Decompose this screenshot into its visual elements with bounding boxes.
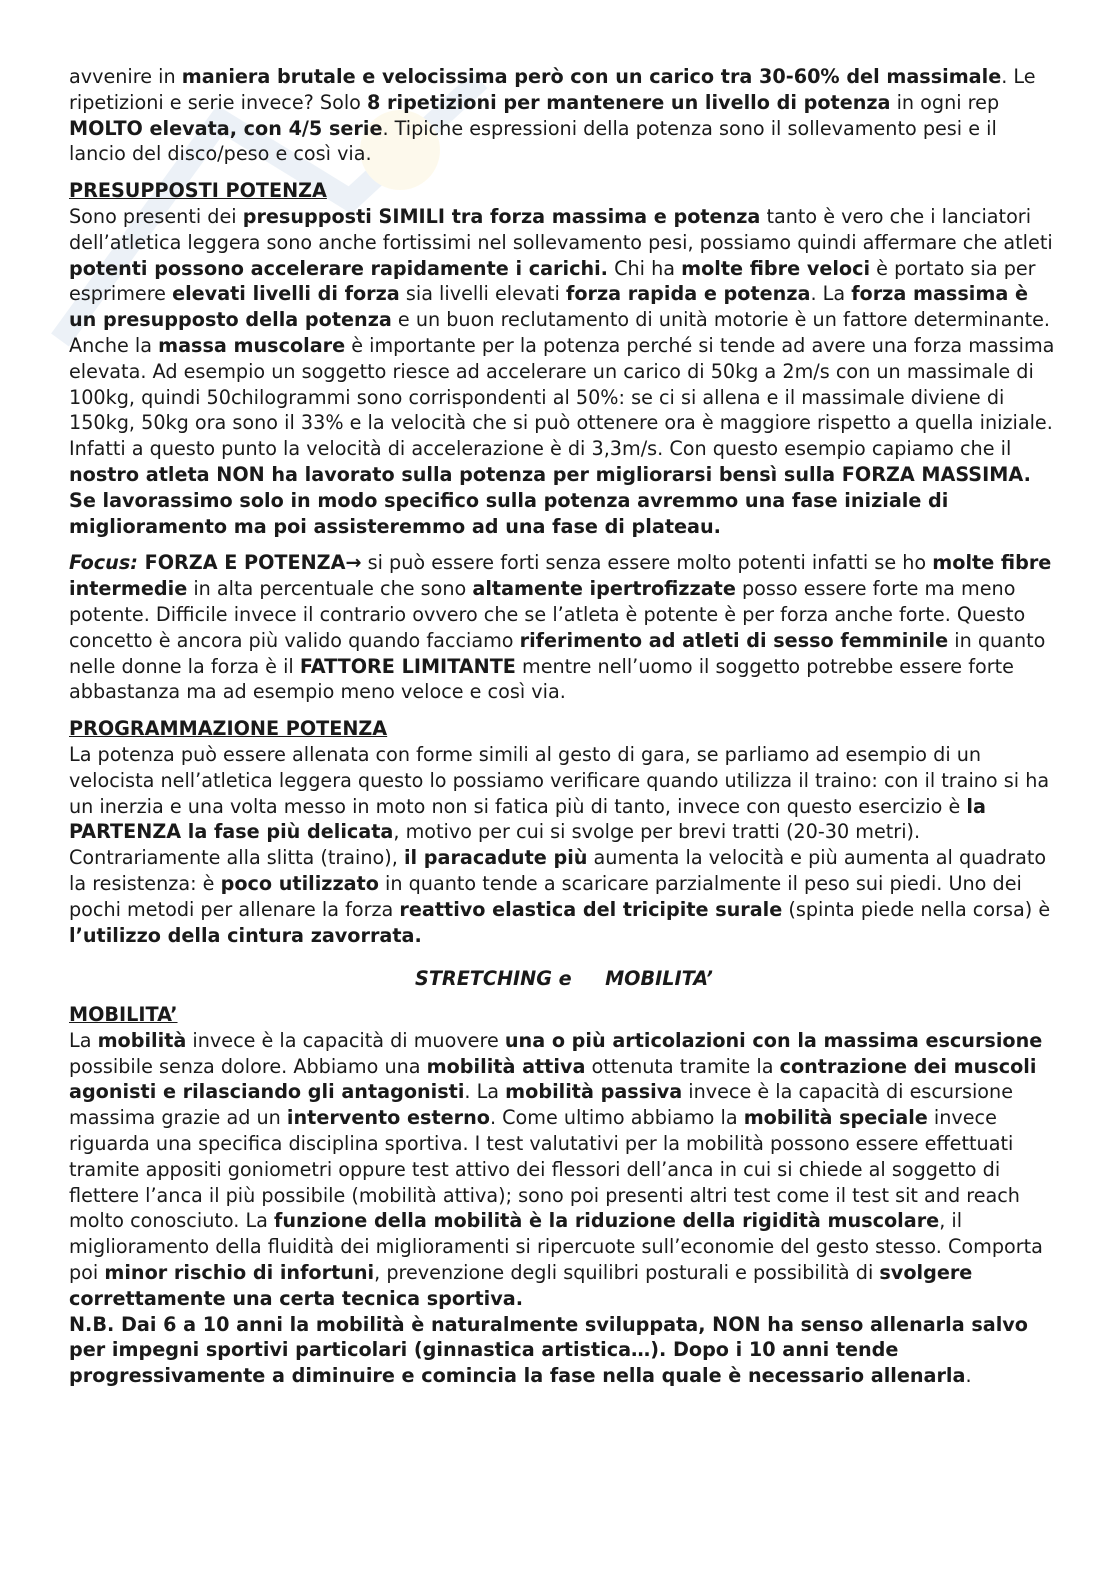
text-run: riferimento ad atleti di sesso femminile [519,628,949,652]
text-run: forza massima è un presupposto della potenza [69,282,1028,332]
text-run: FATTORE LIMITANTE [299,654,516,678]
text-run: , motivo per cui si svolge per brevi tratti (20-30 metri). Contrariamente alla slitta (traino), [69,820,921,870]
text-run: è portato sia per esprimere [69,256,1036,306]
text-run: in ogni rep [890,90,1000,114]
text-run: posso essere forte ma meno potente. Difficile invece il contrario ovvero che se l’atleta è potente è per forza anche forte. Questo concetto è ancora più valido quando facciamo [69,577,1026,652]
text-run: Chi ha [607,256,682,280]
text-run: mobilità [97,1028,187,1052]
text-run: presupposti SIMILI tra forza massima e potenza [242,204,761,228]
text-run: minor rischio di infortuni [104,1261,375,1285]
text-run: N.B. Dai 6 a 10 anni la mobilità è naturalmente sviluppata, NON ha senso allenarla salvo per impegni sportivi particolari (ginnastica artistica…). Dopo i 10 anni tende progressivamente a diminuire e comincia la fase nella quale è necessario allenarla [69,1312,1028,1388]
text-run: mobilità speciale [743,1106,928,1130]
text-run: tanto è vero che i lanciatori dell’atletica leggera sono anche fortissimi nel sollevamento pesi, possiamo quindi affermare che atleti [69,204,1053,254]
text-run: aumenta la velocità e più aumenta al quadrato la resistenza: è [69,846,1047,895]
text-run: in quanto tende a scaricare parzialmente il peso sui piedi. Uno dei pochi metodi per allenare la forza [69,871,1022,921]
text-run: . Tipiche espressioni della potenza sono il sollevamento pesi e il lancio del disco/peso e così via. [69,116,997,166]
text-run: elevati livelli di forza [172,282,400,306]
text-run: ottenuta tramite la [585,1054,780,1078]
text-run: poco utilizzato [220,871,379,895]
paragraph-nota-bene [69,1312,1059,1389]
text-run: mobilità attiva [426,1054,586,1078]
text-run: La [69,1028,98,1052]
paragraph-mobilita [69,1028,1059,1312]
paragraph-presupposti [69,204,1059,539]
text-run: La potenza può essere allenata con forme simili al gesto di gara, se parliamo ad esempio di un velocista nell’atletica leggera questo lo possiamo verificare quando utilizza il traino: con il traino si ha un inerzia e una volta messo in moto non si fatica più di tanto, invece con questo esercizio è [69,742,1050,818]
text-run: è importante per la potenza perché si tende ad avere una forza massima elevata. Ad esempio un soggetto riesce ad accelerare un carico di 50kg a 2m/s con un massimale di 100kg, quindi 50chilogrammi sono corrispondenti al 50%: se ci si allena e il massimale diviene di 150kg, 50kg ora sono il 33% e la velocità che si può ottenere ora è maggiore rispetto a quella iniziale. Infatti a questo punto la velocità di accelerazione è di 3,3m/s. Con questo esempio capiamo che il [69,333,1055,461]
text-run: molte fibre intermedie [69,551,1052,601]
text-run: l’utilizzo della cintura zavorrata. [69,923,422,947]
text-run: contrazione dei muscoli agonisti e rilasciando gli antagonisti [69,1054,1037,1104]
heading-presupposti-potenza: PRESUPPOSTI POTENZA [69,179,327,203]
text-run: possibile senza dolore. Abbiamo una [69,1054,427,1078]
paragraph-focus [69,550,1059,705]
text-run: la PARTENZA la fase più delicata [69,794,986,844]
text-run: molte fibre veloci [681,256,871,280]
text-run: altamente ipertrofizzate [472,577,736,601]
text-run: → [345,551,362,575]
text-run: . Le ripetizioni e serie invece? Solo [69,65,1036,114]
text-run: mobilità passiva [505,1080,683,1104]
text-run: FORZA E POTENZA [137,551,346,575]
text-run: il paracadute più [403,846,588,870]
text-run: , il miglioramento della fluidità dei miglioramenti si ripercuote sull’economie del gesto stesso. Comporta poi [69,1209,1043,1285]
text-run: una o più articolazioni con la massima escursione [504,1028,1043,1052]
paragraph-potenza-intro [69,64,1059,167]
text-run: massa muscolare [158,333,346,357]
text-run: maniera brutale e velocissima però con un carico tra 30-60% del massimale [181,65,1002,88]
text-run: nostro atleta NON ha lavorato sulla potenza per migliorarsi bensì sulla FORZA MASSIMA. Se lavorassimo solo in modo specifico sulla potenza avremmo una fase iniziale di miglioramento ma poi assisteremmo ad una fase di plateau. [69,462,1031,538]
text-run: e un buon reclutamento di unità motorie è un fattore determinante. Anche la [69,308,1051,357]
text-run: . [965,1364,972,1388]
text-run: avvenire in [69,65,182,88]
text-run: forza rapida e potenza [565,282,811,306]
text-run: (spinta piede nella corsa) è [782,897,1051,921]
heading-mobilita: MOBILITA’ [69,1003,178,1027]
text-run: 8 ripetizioni per mantenere un livello di potenza [367,90,891,114]
text-run: . La [810,282,852,306]
text-run: in quanto nelle donne la forza è il [69,628,1046,678]
text-run: mentre nell’uomo il soggetto potrebbe essere forte abbastanza ma ad esempio meno veloce e così via. [69,654,1014,704]
text-run: in alta percentuale che sono [187,577,473,601]
text-run: svolgere correttamente una certa tecnica sportiva. [69,1261,973,1310]
text-run: Sono presenti dei [69,204,243,228]
text-run: potenti possono accelerare rapidamente i carichi. [69,256,608,280]
text-run: si può essere forti senza essere molto potenti infatti se ho [361,551,933,575]
text-run: invece riguarda una specifica disciplina sportiva. I test valutativi per la mobilità possono essere effettuati tramite appositi goniometri oppure test attivo dei flessori dell’anca in cui si chiede al soggetto di flettere l’anca il più possibile (mobilità attiva); sono poi presenti altri test come il test sit and reach molto conosciuto. La [69,1106,1020,1233]
heading-programmazione-potenza: PROGRAMMAZIONE POTENZA [69,717,388,741]
text-run: Focus: [69,551,138,575]
text-run: MOLTO elevata, con 4/5 serie [69,116,383,140]
paragraph-programmazione [69,742,1059,948]
text-run: . Come ultimo abbiamo la [489,1106,744,1130]
document-page [69,64,1059,1389]
text-run: reattivo elastica del tricipite surale [399,897,783,921]
text-run: invece è la capacità di escursione massima grazie ad un [69,1080,1014,1130]
text-run: funzione della mobilità è la riduzione della rigidità muscolare [274,1209,940,1233]
section-title-stretching-mobilita: STRETCHING e MOBILITA’ [415,967,713,991]
text-run: , prevenzione degli squilibri posturali e possibilità di [374,1261,880,1285]
text-run: . La [464,1080,506,1104]
text-run: sia livelli elevati [399,282,566,306]
text-run: invece è la capacità di muovere [186,1028,505,1052]
text-run: intervento esterno [286,1106,490,1130]
